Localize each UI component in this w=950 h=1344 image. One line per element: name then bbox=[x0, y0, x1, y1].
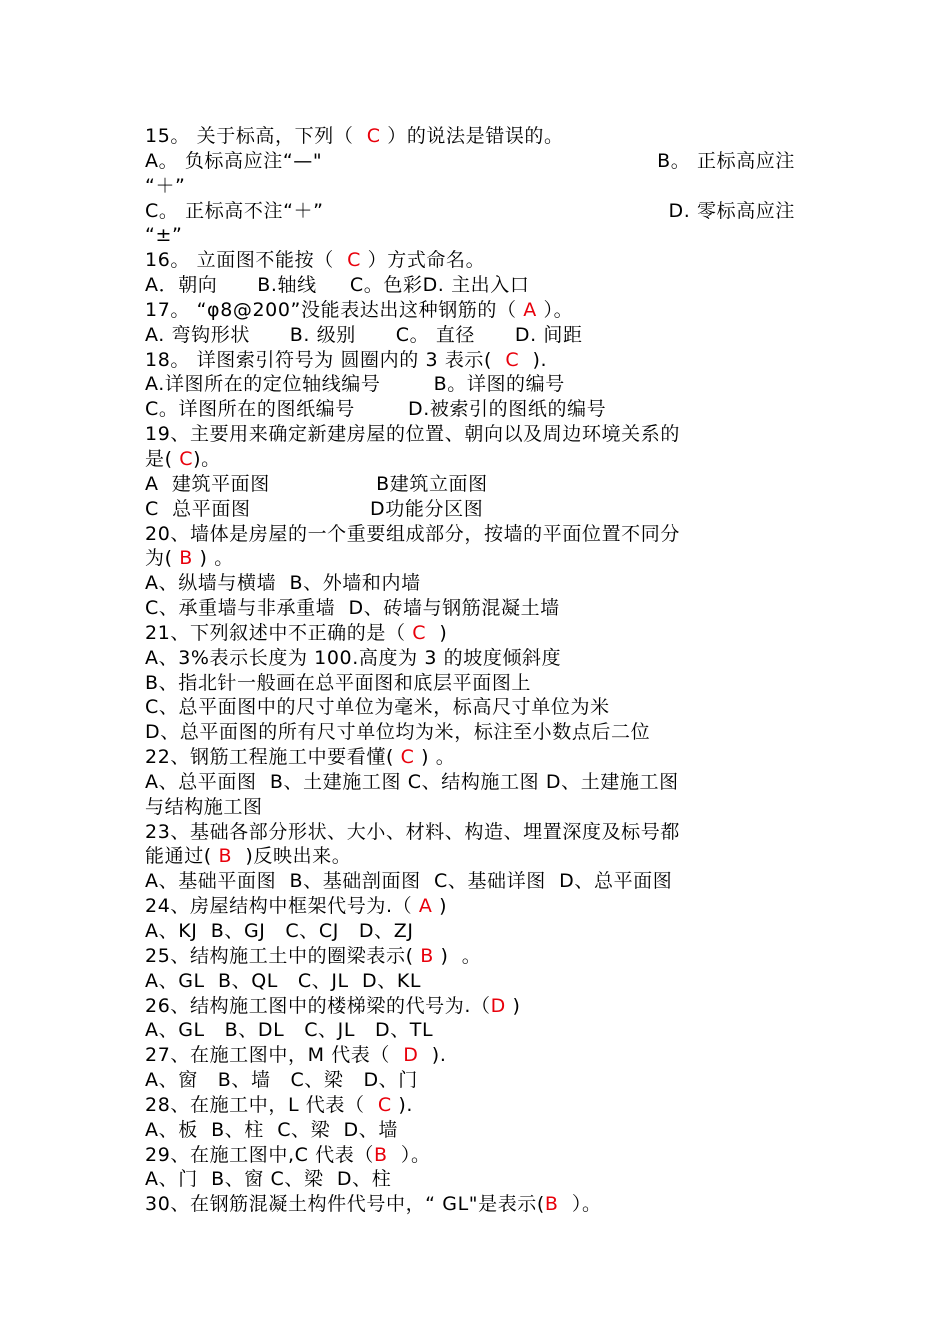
line-text: A 建筑平面图 B建筑立面图 bbox=[145, 472, 488, 495]
line-text: 18。 详图索引符号为 圆圈内的 3 表示( bbox=[145, 348, 506, 371]
text-line bbox=[145, 124, 795, 149]
answer-mark: C bbox=[505, 348, 520, 371]
text-line bbox=[145, 273, 795, 298]
text-line bbox=[145, 671, 795, 696]
line-text: C。详图所在的图纸编号 D.被索引的图纸的编号 bbox=[145, 398, 607, 421]
line-text-tail: ). bbox=[519, 348, 548, 371]
text-line bbox=[145, 397, 795, 422]
text-line bbox=[145, 894, 795, 919]
line-text: 19、主要用来确定新建房屋的位置、朝向以及周边环境关系的 bbox=[145, 423, 680, 446]
text-line bbox=[145, 497, 795, 522]
line-text-tail: ）的说法是错误的。 bbox=[380, 125, 564, 147]
answer-mark: B bbox=[420, 944, 434, 967]
line-text-tail: ) bbox=[505, 994, 521, 1017]
line-text-tail: )反映出来。 bbox=[232, 845, 352, 868]
line-text: 30、在钢筋混凝土构件代号中，“ GL"是表示( bbox=[145, 1193, 545, 1216]
text-line bbox=[145, 720, 795, 745]
answer-mark: C bbox=[366, 125, 381, 147]
text-line bbox=[145, 969, 795, 994]
line-text: A. 弯钩形状 B. 级别 C。 直径 D. 间距 bbox=[145, 323, 583, 346]
line-text-tail: ）。 bbox=[558, 1193, 602, 1216]
line-text: 21、下列叙述中不正确的是（ bbox=[145, 621, 413, 644]
line-text: 25、结构施工土中的圈梁表示( bbox=[145, 944, 421, 967]
text-line bbox=[145, 1043, 795, 1068]
option-right: B。 正标高应注 bbox=[657, 149, 795, 172]
text-line bbox=[145, 298, 795, 323]
answer-mark: B bbox=[218, 845, 233, 868]
line-text-tail: ) 。 bbox=[433, 944, 482, 967]
answer-mark: A bbox=[523, 298, 537, 321]
line-text: A、总平面图 B、土建施工图 C、结构施工图 D、土建施工图 bbox=[145, 770, 679, 793]
line-text: A、门 B、窗 C、梁 D、柱 bbox=[145, 1168, 392, 1191]
line-text: C、总平面图中的尺寸单位为毫米，标高尺寸单位为米 bbox=[145, 696, 610, 719]
text-line bbox=[145, 571, 795, 596]
option-right: D. 零标高应注 bbox=[668, 199, 795, 222]
line-text-tail: ) bbox=[432, 895, 448, 918]
line-text: “±” bbox=[145, 224, 183, 247]
document-page bbox=[145, 124, 795, 1217]
line-text-tail: ) 。 bbox=[414, 746, 456, 769]
line-text: 20、墙体是房屋的一个重要组成部分，按墙的平面位置不同分 bbox=[145, 522, 680, 545]
text-line bbox=[145, 745, 795, 770]
text-line bbox=[145, 323, 795, 348]
text-line bbox=[145, 1018, 795, 1043]
line-text: “＋” bbox=[145, 174, 186, 197]
line-text: 16。 立面图不能按（ bbox=[145, 249, 348, 272]
text-line bbox=[145, 422, 795, 447]
answer-mark: B bbox=[373, 1143, 388, 1166]
line-text-tail: ) 。 bbox=[192, 547, 234, 570]
text-line bbox=[145, 869, 795, 894]
text-line bbox=[145, 1068, 795, 1093]
line-text-tail: ). bbox=[391, 1093, 414, 1116]
text-line bbox=[145, 546, 795, 571]
line-text: 为( bbox=[145, 547, 180, 570]
line-text: 23、基础各部分形状、大小、材料、构造、埋置深度及标号都 bbox=[145, 820, 680, 843]
line-text-tail: ）。 bbox=[536, 298, 574, 321]
line-text: 是( bbox=[145, 447, 180, 470]
answer-mark: C bbox=[347, 249, 361, 272]
line-text: 22、钢筋工程施工中要看懂( bbox=[145, 746, 401, 769]
line-text: A、GL B、QL C、JL D、KL bbox=[145, 969, 422, 992]
answer-mark: B bbox=[544, 1193, 559, 1216]
line-text: D、总平面图的所有尺寸单位均为米，标注至小数点后二位 bbox=[145, 721, 651, 744]
line-text: A、KJ B、GJ C、CJ D、ZJ bbox=[145, 920, 414, 942]
line-text: C 总平面图 D功能分区图 bbox=[145, 497, 484, 520]
text-line bbox=[145, 1118, 795, 1143]
line-text: 15。 关于标高，下列（ bbox=[145, 125, 367, 147]
answer-mark: C bbox=[400, 746, 415, 769]
answer-mark: B bbox=[179, 547, 193, 570]
line-text: 26、结构施工图中的楼梯梁的代号为.（ bbox=[145, 994, 491, 1017]
text-line bbox=[145, 795, 795, 820]
answer-mark: C bbox=[412, 621, 427, 644]
line-text: A、GL B、DL C、JL D、TL bbox=[145, 1019, 434, 1042]
text-line bbox=[145, 472, 795, 497]
text-line bbox=[145, 223, 795, 248]
line-text: B、指北针一般画在总平面图和底层平面图上 bbox=[145, 671, 532, 694]
answer-mark: C bbox=[377, 1093, 392, 1116]
text-line bbox=[145, 372, 795, 397]
line-text-tail: ）。 bbox=[387, 1143, 431, 1166]
line-text: 29、在施工图中,C 代表（ bbox=[145, 1143, 374, 1166]
line-text: 28、在施工中，L 代表（ bbox=[145, 1093, 378, 1116]
text-line bbox=[145, 1143, 795, 1168]
line-text: A．朝向 B.轴线 C。色彩D. 主出入口 bbox=[145, 274, 530, 297]
line-text: A、板 B、柱 C、梁 D、墙 bbox=[145, 1118, 398, 1141]
line-text: C、承重墙与非承重墙 D、砖墙与钢筋混凝土墙 bbox=[145, 597, 560, 620]
text-line bbox=[145, 621, 795, 646]
line-text: A、纵墙与横墙 B、外墙和内墙 bbox=[145, 572, 421, 595]
line-text: 24、房屋结构中框架代号为.（ bbox=[145, 895, 419, 918]
text-line bbox=[145, 695, 795, 720]
option-left: C。 正标高不注“＋” bbox=[145, 199, 324, 222]
line-text: A.详图所在的定位轴线编号 B。详图的编号 bbox=[145, 373, 565, 396]
text-line bbox=[145, 820, 795, 845]
line-text: A、3%表示长度为 100.高度为 3 的坡度倾斜度 bbox=[145, 646, 562, 669]
text-line bbox=[145, 596, 795, 621]
text-line bbox=[145, 199, 795, 224]
line-text-tail: ). bbox=[418, 1044, 447, 1067]
answer-mark: D bbox=[490, 994, 506, 1017]
text-line bbox=[145, 1167, 795, 1192]
text-line bbox=[145, 1093, 795, 1118]
answer-mark: A bbox=[418, 895, 433, 918]
text-line bbox=[145, 348, 795, 373]
answer-mark: D bbox=[403, 1044, 419, 1067]
option-left: A。 负标高应注“—" bbox=[145, 149, 323, 172]
text-line bbox=[145, 770, 795, 795]
text-line bbox=[145, 522, 795, 547]
text-line bbox=[145, 447, 795, 472]
answer-mark: C bbox=[179, 447, 194, 470]
text-line bbox=[145, 844, 795, 869]
text-line bbox=[145, 944, 795, 969]
line-text: A、窗 B、墙 C、梁 D、门 bbox=[145, 1069, 418, 1092]
text-line bbox=[145, 174, 795, 199]
text-line bbox=[145, 994, 795, 1019]
line-text-tail: ）方式命名。 bbox=[360, 249, 486, 272]
line-text: A、基础平面图 B、基础剖面图 C、基础详图 D、总平面图 bbox=[145, 870, 673, 893]
text-line bbox=[145, 646, 795, 671]
text-line bbox=[145, 149, 795, 174]
line-text: 与结构施工图 bbox=[145, 795, 263, 818]
text-line bbox=[145, 1192, 795, 1217]
text-line bbox=[145, 919, 795, 944]
line-text-tail: ) bbox=[426, 621, 448, 644]
line-text: 27、在施工图中，M 代表（ bbox=[145, 1044, 404, 1067]
line-text: 能通过( bbox=[145, 845, 219, 868]
line-text-tail: )。 bbox=[193, 447, 221, 470]
text-line bbox=[145, 248, 795, 273]
line-text: 17。 “φ8@200”没能表达出这种钢筋的（ bbox=[145, 298, 524, 321]
